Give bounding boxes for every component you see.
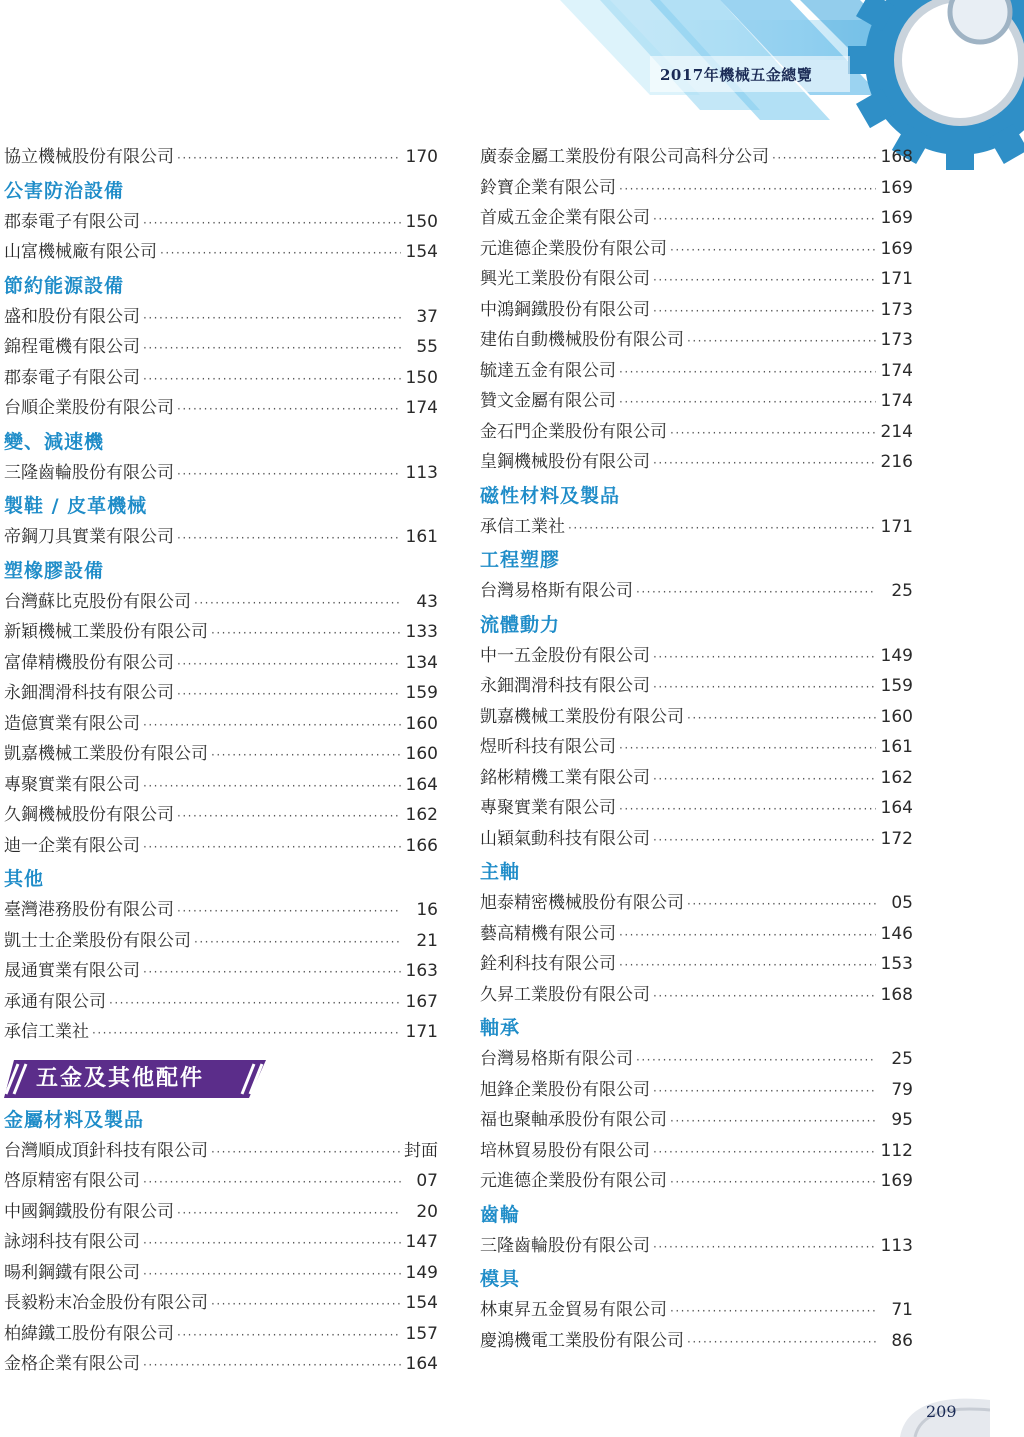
company-name: 台灣順成頂針科技有限公司 [4, 1140, 208, 1161]
dot-leader [143, 832, 401, 863]
dot-leader [619, 357, 876, 388]
page-ref: 43 [416, 591, 438, 612]
company-name: 啓原精密有限公司 [4, 1171, 140, 1191]
company-name: 金格企業有限公司 [4, 1354, 140, 1374]
company-name: 長毅粉末冶金股份有限公司 [4, 1293, 208, 1313]
directory-entry [480, 234, 913, 265]
dot-leader [143, 771, 401, 802]
page-ref: 16 [416, 900, 438, 920]
page-ref: 161 [405, 527, 438, 547]
dot-leader [670, 1167, 876, 1198]
directory-entry [480, 824, 913, 855]
directory-entry [4, 895, 438, 926]
page-ref: 149 [405, 1262, 438, 1283]
dot-leader [670, 235, 876, 266]
directory-entry [480, 793, 913, 824]
directory-entry [480, 264, 913, 295]
dot-leader [687, 326, 876, 357]
page-ref: 71 [891, 1300, 913, 1320]
dot-leader [653, 1137, 876, 1168]
directory-entry [4, 237, 438, 268]
directory-entry [480, 203, 913, 234]
dot-leader [687, 703, 876, 734]
dot-leader [653, 672, 876, 703]
page-ref: 174 [405, 398, 438, 418]
company-name: 銓利科技有限公司 [480, 954, 616, 974]
dot-leader [92, 1018, 401, 1049]
dot-leader [143, 957, 401, 988]
company-name: 建佑自動機械股份有限公司 [480, 330, 684, 350]
dot-leader [143, 1259, 401, 1290]
left-column [4, 142, 438, 1380]
right-column [480, 142, 913, 1356]
directory-entry [480, 919, 913, 950]
dot-leader [619, 733, 876, 764]
directory-entry [480, 1326, 913, 1357]
page-ref: 171 [880, 516, 913, 537]
directory-entry [480, 888, 913, 919]
directory-entry [4, 956, 438, 987]
company-name: 旭鋒企業股份有限公司 [480, 1079, 650, 1100]
dot-leader [177, 394, 401, 425]
company-name: 迪一企業有限公司 [4, 835, 140, 856]
company-name: 藝高精機有限公司 [480, 923, 616, 944]
directory-entry [480, 356, 913, 387]
company-name: 金石門企業股份有限公司 [480, 421, 667, 442]
company-name: 協立機械股份有限公司 [4, 147, 174, 167]
directory-entry [480, 1295, 913, 1326]
company-name: 銘彬精機工業有限公司 [480, 767, 650, 788]
directory-entry [4, 1319, 438, 1350]
company-name: 台灣蘇比克股份有限公司 [4, 591, 191, 612]
dot-leader [653, 981, 876, 1012]
dot-leader [211, 618, 401, 649]
dot-leader [653, 825, 876, 856]
page-ref: 112 [880, 1140, 913, 1161]
dot-leader [177, 649, 401, 680]
section-heading: 齒輪 [480, 1203, 521, 1226]
section-heading: 磁性材料及製品 [480, 484, 621, 507]
directory-entry [4, 739, 438, 770]
dot-leader [194, 927, 401, 958]
page-ref: 169 [880, 238, 913, 259]
dot-leader [143, 1350, 401, 1381]
company-name: 元進德企業股份有限公司 [480, 1171, 667, 1191]
company-name: 元進德企業股份有限公司 [480, 238, 667, 259]
directory-entry [4, 800, 438, 831]
page-ref: 164 [880, 798, 913, 818]
page-ref: 172 [880, 828, 913, 849]
section-heading: 主軸 [480, 861, 521, 883]
dot-leader [143, 333, 401, 364]
dot-leader [670, 1106, 876, 1137]
company-name: 廣泰金屬工業股份有限公司高科分公司 [480, 147, 769, 167]
dot-leader [177, 896, 401, 927]
section-heading: 塑橡膠設備 [4, 559, 105, 582]
page-ref: 86 [891, 1330, 913, 1351]
page-ref: 164 [405, 1354, 438, 1374]
page-ref: 147 [405, 1232, 438, 1252]
dot-leader [619, 950, 876, 981]
company-name: 旭泰精密機械股份有限公司 [480, 893, 684, 913]
dot-leader [636, 577, 876, 608]
section-heading: 工程塑膠 [480, 549, 561, 571]
dot-leader [177, 679, 401, 710]
page-ref: 162 [880, 767, 913, 788]
directory-entry [480, 1044, 913, 1075]
dot-leader [653, 296, 876, 327]
directory-entry [480, 1136, 913, 1167]
dot-leader [670, 1296, 876, 1327]
page-ref: 149 [880, 645, 913, 666]
dot-leader [177, 1198, 401, 1229]
dot-leader [653, 764, 876, 795]
directory-entry [480, 732, 913, 763]
dot-leader [177, 801, 401, 832]
company-name: 培林貿易股份有限公司 [480, 1140, 650, 1161]
page-number: 209 [926, 1402, 957, 1421]
directory-entry [4, 1017, 438, 1048]
company-name: 山穎氣動科技有限公司 [480, 828, 650, 849]
dot-leader [211, 1289, 401, 1320]
page-ref: 37 [416, 306, 438, 327]
dot-leader [568, 513, 876, 544]
page-ref: 20 [416, 1201, 438, 1222]
directory-entry [4, 142, 438, 173]
directory-entry [4, 987, 438, 1018]
dot-leader [211, 740, 401, 771]
company-name: 富偉精機股份有限公司 [4, 652, 174, 673]
directory-entry [4, 648, 438, 679]
dot-leader [177, 523, 401, 554]
dot-leader [143, 364, 401, 395]
page-ref: 21 [416, 930, 438, 951]
company-name: 臺灣港務股份有限公司 [4, 900, 174, 920]
page-ref: 168 [880, 147, 913, 167]
page-ref: 160 [880, 706, 913, 727]
page-ref: 214 [880, 421, 913, 442]
page-ref: 159 [880, 676, 913, 696]
page-ref: 170 [405, 147, 438, 167]
directory-entry [4, 207, 438, 238]
directory-entry [480, 142, 913, 173]
page-ref: 133 [405, 622, 438, 642]
directory-entry [4, 522, 438, 553]
directory-entry [4, 302, 438, 333]
company-name: 中國鋼鐵股份有限公司 [4, 1201, 174, 1222]
directory-entry [4, 617, 438, 648]
page-ref: 25 [891, 581, 913, 601]
dot-leader [653, 448, 876, 479]
page-ref: 95 [891, 1110, 913, 1130]
directory-entry [480, 1105, 913, 1136]
directory-entry [480, 447, 913, 478]
page-ref: 154 [405, 1293, 438, 1313]
directory-entry [4, 393, 438, 424]
directory-entry [480, 641, 913, 672]
dot-leader [160, 238, 401, 269]
page-ref: 159 [405, 683, 438, 703]
page-ref: 07 [416, 1171, 438, 1191]
directory-entry [480, 325, 913, 356]
company-name: 暘利鋼鐵有限公司 [4, 1262, 140, 1283]
company-name: 台順企業股份有限公司 [4, 398, 174, 418]
page-ref: 79 [891, 1079, 913, 1100]
directory-entry [480, 671, 913, 702]
dot-leader [653, 1232, 876, 1263]
company-name: 久鋼機械股份有限公司 [4, 805, 174, 825]
company-name: 煜昕科技有限公司 [480, 737, 616, 757]
company-name: 三隆齒輪股份有限公司 [4, 462, 174, 483]
company-name: 凱嘉機械工業股份有限公司 [480, 706, 684, 727]
directory-entry [4, 1227, 438, 1258]
banner-title: 五金及其他配件 [36, 1065, 205, 1091]
company-name: 承通有限公司 [4, 991, 106, 1012]
dot-leader [211, 1137, 401, 1168]
company-name: 山富機械廠有限公司 [4, 242, 157, 262]
company-name: 錦程電機有限公司 [4, 337, 140, 357]
header-title: 2017年機械五金總覽 [660, 66, 813, 84]
company-name: 林東昇五金貿易有限公司 [480, 1300, 667, 1320]
page-ref: 160 [405, 713, 438, 734]
page-ref: 157 [405, 1323, 438, 1344]
directory-entry [480, 980, 913, 1011]
section-heading: 製鞋 / 皮革機械 [4, 495, 148, 517]
directory-entry [480, 576, 913, 607]
page-ref: 164 [405, 774, 438, 795]
section-heading: 公害防治設備 [4, 179, 125, 202]
dot-leader [177, 1320, 401, 1351]
page-ref: 163 [405, 961, 438, 981]
directory-entry [480, 295, 913, 326]
directory-entry [4, 1166, 438, 1197]
page-ref: 146 [880, 923, 913, 944]
directory-entry [4, 1136, 438, 1167]
page-ref: 150 [405, 367, 438, 388]
company-name: 三隆齒輪股份有限公司 [480, 1235, 650, 1256]
page-ref: 160 [405, 744, 438, 764]
page-ref: 166 [405, 835, 438, 856]
company-name: 興光工業股份有限公司 [480, 269, 650, 289]
dot-leader [687, 889, 876, 920]
company-name: 詠翊科技有限公司 [4, 1232, 140, 1252]
dot-leader [636, 1045, 876, 1076]
dot-leader [143, 208, 401, 239]
company-name: 久昇工業股份有限公司 [480, 984, 650, 1005]
directory-entry [4, 1349, 438, 1380]
dot-leader [772, 143, 876, 174]
directory-entry [4, 1197, 438, 1228]
company-name: 晟通實業有限公司 [4, 961, 140, 981]
section-heading: 軸承 [480, 1017, 521, 1039]
directory-entry [4, 1258, 438, 1289]
company-name: 鈴寶企業有限公司 [480, 177, 616, 198]
page-ref: 174 [880, 360, 913, 381]
dot-leader [687, 1327, 876, 1358]
page-ref: 173 [880, 299, 913, 320]
company-name: 承信工業社 [4, 1022, 89, 1042]
page-ref: 169 [880, 1171, 913, 1191]
company-name: 福也聚軸承股份有限公司 [480, 1110, 667, 1130]
directory-entry [4, 363, 438, 394]
company-name: 台灣易格斯有限公司 [480, 581, 633, 601]
company-name: 新穎機械工業股份有限公司 [4, 622, 208, 642]
company-name: 帝鋼刀具實業有限公司 [4, 527, 174, 547]
dot-leader [653, 1076, 876, 1107]
dot-leader [143, 1228, 401, 1259]
page-ref: 05 [891, 893, 913, 913]
company-name: 永鈿潤滑科技有限公司 [480, 676, 650, 696]
company-name: 盛和股份有限公司 [4, 306, 140, 327]
company-name: 贊文金屬有限公司 [480, 391, 616, 411]
dot-leader [143, 303, 401, 334]
company-name: 中鴻鋼鐵股份有限公司 [480, 299, 650, 320]
page-ref: 162 [405, 805, 438, 825]
company-name: 皇鋼機械股份有限公司 [480, 452, 650, 472]
directory-entry [4, 458, 438, 489]
page-ref: 封面 [404, 1140, 438, 1161]
page-ref: 150 [405, 211, 438, 232]
directory-entry [4, 1288, 438, 1319]
company-name: 凱嘉機械工業股份有限公司 [4, 744, 208, 764]
directory-entry [480, 512, 913, 543]
page-ref: 169 [880, 208, 913, 228]
dot-leader [143, 710, 401, 741]
directory-entry [480, 1075, 913, 1106]
section-heading: 金屬材料及製品 [4, 1108, 145, 1131]
page-ref: 174 [880, 391, 913, 411]
company-name: 台灣易格斯有限公司 [480, 1049, 633, 1069]
section-heading: 流體動力 [480, 613, 561, 636]
company-name: 柏緯鐵工股份有限公司 [4, 1323, 174, 1344]
page-ref: 55 [416, 337, 438, 357]
page-ref: 25 [891, 1049, 913, 1069]
company-name: 永鈿潤滑科技有限公司 [4, 683, 174, 703]
directory-entry [4, 831, 438, 862]
page-ref: 167 [405, 991, 438, 1012]
section-heading: 其他 [4, 868, 45, 890]
section-heading: 模具 [480, 1268, 521, 1290]
directory-entry [480, 763, 913, 794]
company-name: 中一五金股份有限公司 [480, 645, 650, 666]
company-name: 承信工業社 [480, 516, 565, 537]
page-ref: 173 [880, 330, 913, 350]
directory-entry [480, 1166, 913, 1197]
dot-leader [177, 143, 401, 174]
page-ref: 169 [880, 177, 913, 198]
dot-leader [143, 1167, 401, 1198]
dot-leader [653, 265, 876, 296]
directory-entry [4, 770, 438, 801]
company-name: 凱士士企業股份有限公司 [4, 930, 191, 951]
directory-entry [4, 709, 438, 740]
page-ref: 154 [405, 242, 438, 262]
directory-entry [480, 417, 913, 448]
page-ref: 153 [880, 954, 913, 974]
directory-entry [4, 587, 438, 618]
company-name: 首威五金企業有限公司 [480, 208, 650, 228]
dot-leader [194, 588, 401, 619]
directory-entry [480, 702, 913, 733]
dot-leader [670, 418, 876, 449]
page-ref: 113 [880, 1235, 913, 1256]
section-heading: 變、減速機 [4, 430, 105, 453]
dot-leader [653, 642, 876, 673]
dot-leader [109, 988, 401, 1019]
directory-entry [4, 332, 438, 363]
dot-leader [653, 204, 876, 235]
directory-entry [480, 949, 913, 980]
directory-entry [480, 173, 913, 204]
company-name: 專聚實業有限公司 [4, 774, 140, 795]
dot-leader [619, 920, 876, 951]
dot-leader [619, 174, 876, 205]
page-ref: 168 [880, 984, 913, 1005]
company-name: 毓達五金有限公司 [480, 360, 616, 381]
company-name: 造億實業有限公司 [4, 713, 140, 734]
directory-entry [480, 1231, 913, 1262]
company-name: 郡泰電子有限公司 [4, 367, 140, 388]
page-ref: 171 [880, 269, 913, 289]
dot-leader [619, 794, 876, 825]
directory-entry [4, 926, 438, 957]
page-ref: 113 [405, 462, 438, 483]
directory-entry [480, 386, 913, 417]
page-ref: 216 [880, 452, 913, 472]
company-name: 郡泰電子有限公司 [4, 211, 140, 232]
category-banner [4, 1060, 266, 1098]
dot-leader [619, 387, 876, 418]
section-heading: 節約能源設備 [4, 274, 125, 297]
company-name: 專聚實業有限公司 [480, 798, 616, 818]
page-ref: 134 [405, 652, 438, 673]
dot-leader [177, 459, 401, 490]
company-name: 慶鴻機電工業股份有限公司 [480, 1330, 684, 1351]
directory-entry [4, 678, 438, 709]
page-ref: 161 [880, 737, 913, 757]
page-ref: 171 [405, 1022, 438, 1042]
